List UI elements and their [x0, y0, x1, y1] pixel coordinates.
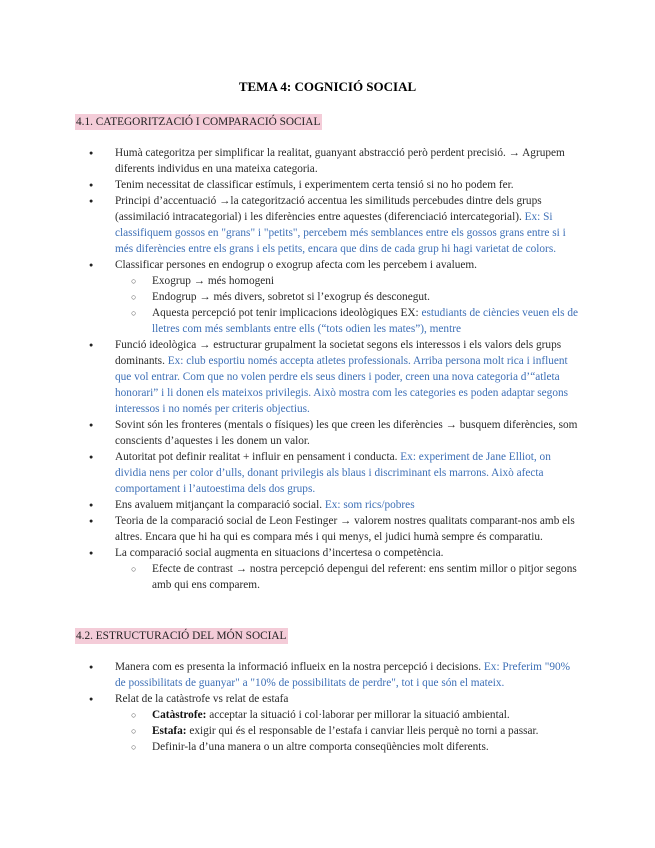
bullet-text: Definir-la d’una manera o un altre comporta conseqüències molt diferents. — [152, 741, 489, 753]
bullet-text: Ens avaluem mitjançant la comparació social. — [115, 499, 325, 511]
bullet-text: Exogrup → més homogeni — [152, 275, 275, 287]
section-heading-1: 4.1. CATEGORITZACIÓ I COMPARACIÓ SOCIAL — [76, 116, 321, 128]
bullet-text: Classificar persones en endogrup o exogrup afecta com les percebem i avaluem. — [115, 259, 477, 271]
s1-bullet-8 — [85, 497, 582, 513]
bullet-text: Principi d’accentuació →la categorització accentua les similituds percebudes dintre dels grups (assimilació intracategorial) i les diferències entre aquestes (diferenciació intercategorial). — [115, 195, 542, 223]
example-text: Ex: Si classifiquem gossos en "grans" i "petits", percebem més semblances entre els gossos grans entre si i més diferències entre els grans i els petits, encara que dins de cada grup hi hagi varietat de colors. — [115, 211, 566, 255]
s2-bullet-2 — [85, 691, 582, 707]
s1-sub-bullet-4-3 — [85, 305, 582, 337]
bullet-text: Efecte de contrast → nostra percepció depengui del referent: ens sentim millor o pitjor segons amb qui ens comparem. — [152, 563, 577, 591]
bullet-text: acceptar la situació i col·laborar per millorar la situació ambiental. — [206, 709, 510, 721]
s1-sub-bullet-4-2 — [85, 289, 582, 305]
s2-sub-bullet-2-1 — [85, 707, 582, 723]
s1-bullet-1 — [85, 145, 582, 177]
page-title: TEMA 4: COGNICIÓ SOCIAL — [238, 79, 417, 94]
s1-bullet-10 — [85, 545, 582, 561]
example-text: Ex: club esportiu només accepta atletes professionals. Arriba persona molt rica i influent que vol entrar. Com que no volen perdre els seus diners i poder, creen una nova categoria d’“atleta honorari” i li donen els mateixos privilegis. Això mostra com les categories es poden adaptar segons interessos i no només per criteris objectius. — [115, 355, 569, 415]
s1-sub-bullet-4-1 — [85, 273, 582, 289]
s2-sub-bullet-2-3 — [85, 739, 582, 755]
s1-bullet-2 — [85, 177, 582, 193]
s1-bullet-4 — [85, 257, 582, 273]
bullet-text: exigir qui és el responsable de l’estafa i canviar lleis perquè no torni a passar. — [186, 725, 539, 737]
s1-bullet-9 — [85, 513, 582, 545]
example-text: Ex: Preferim "90% de possibilitats de guanyar" a "10% de possibilitats de perdre", tot i que són el mateix. — [115, 661, 571, 689]
s1-bullet-5 — [85, 337, 582, 417]
example-text: estudiants de ciències veuen els de lletres com més semblants entre ells (“tots odien les mates”), mentre — [152, 307, 579, 335]
s1-bullet-7 — [85, 449, 582, 497]
s1-sub-bullet-10-1 — [85, 561, 582, 593]
example-text: Ex: som rics/pobres — [324, 499, 415, 511]
bold-term: Catàstrofe: — [152, 709, 207, 721]
s1-bullet-3 — [85, 193, 582, 257]
section-1-list — [85, 145, 582, 593]
example-text: Ex: experiment de Jane Elliot, on dividia nens per color d’ulls, donant privilegis als blaus i discriminant els marrons. Això afecta comportament i l’autoestima dels dos grups. — [115, 451, 551, 495]
bullet-text: Manera com es presenta la informació influeix en la nostra percepció i decisions. — [115, 661, 484, 673]
bullet-text: Aquesta percepció pot tenir implicacions ideològiques EX: — [152, 307, 422, 319]
section-heading-2: 4.2. ESTRUCTURACIÓ DEL MÓN SOCIAL — [76, 630, 287, 642]
bullet-text: Teoria de la comparació social de Leon Festinger → valorem nostres qualitats comparant-nos amb els altres. Encara que hi ha qui es compara més i qui menys, el judici humà sempre és comparatiu. — [115, 515, 575, 543]
bullet-text: Tenim necessitat de classificar estímuls, i experimentem certa tensió si no ho podem fer. — [115, 179, 514, 191]
bullet-text: Autoritat pot definir realitat + influir en pensament i conducta. — [115, 451, 401, 463]
bullet-text: Humà categoritza per simplificar la realitat, guanyant abstracció però perdent precisió. → Agrupem diferents individus en una mateixa categoria. — [115, 147, 565, 175]
s2-sub-bullet-2-2 — [85, 723, 582, 739]
bullet-text: La comparació social augmenta en situacions d’incertesa o competència. — [115, 547, 444, 559]
bold-term: Estafa: — [152, 725, 187, 737]
s2-bullet-1 — [85, 659, 582, 691]
bullet-text: Sovint són les fronteres (mentals o físiques) les que creen les diferències → busquem diferències, som conscients d’aquestes i les donem un valor. — [115, 419, 578, 447]
bullet-text: Funció ideològica → estructurar grupalment la societat segons els interessos i els valors dels grups dominants. — [115, 339, 562, 367]
bullet-text: Relat de la catàstrofe vs relat de estafa — [115, 693, 289, 705]
bullet-text: Endogrup → més divers, sobretot si l’exogrup és desconegut. — [152, 291, 430, 303]
section-2-list — [85, 659, 582, 755]
s1-bullet-6 — [85, 417, 582, 449]
